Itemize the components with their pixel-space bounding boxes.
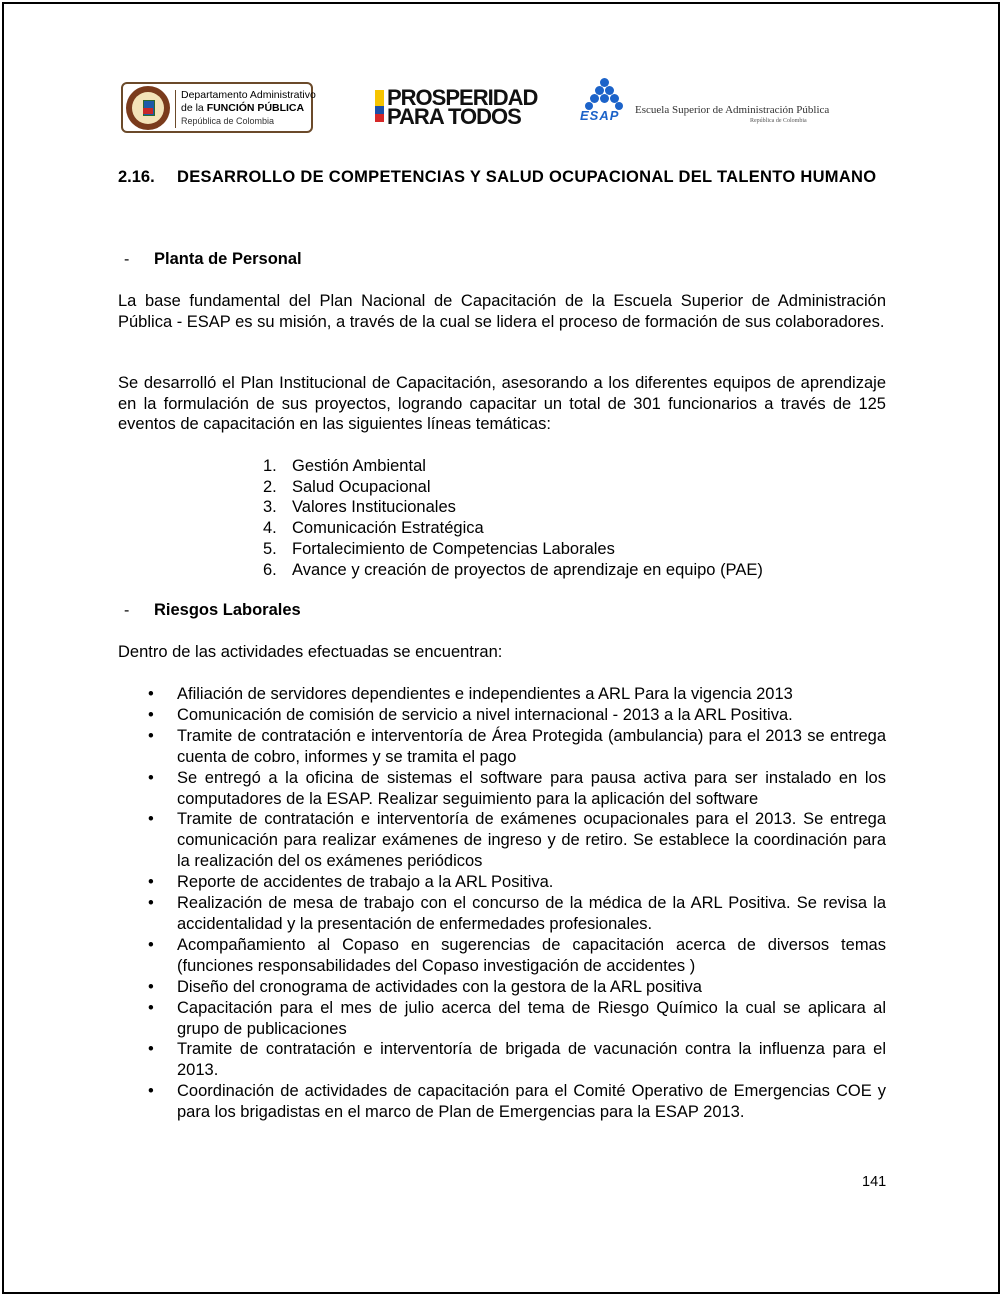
section-number: 2.16. [118,168,155,186]
list-item: • Tramite de contratación e interventoría de exámenes ocupacionales para el 2013. Se entrega comunicación para realizar exámenes de ingreso y de retiro. Se establece la coordinación para la realización del os exámenes periódicos [148,810,886,871]
list-item: • Acompañamiento al Copaso en sugerencias de capacitación acerca de diversos temas (funciones responsabilidades del Copaso investigación de accidentes ) [148,935,886,975]
planta-dash: - [124,251,130,268]
list-item: • Diseño del cronograma de actividades con la gestora de la ARL positiva [148,977,702,996]
riesgos-heading: Riesgos Laborales [154,601,301,619]
list-item: • Tramite de contratación e interventoría de brigada de vacunación contra la influenza para el 2013. [148,1040,886,1080]
list-item: 2. Salud Ocupacional [263,477,431,496]
list-item: 4. Comunicación Estratégica [263,519,484,538]
page-number: 141 [862,1174,887,1190]
prosperidad-para-todos-logo [375,85,538,129]
list-item: • Capacitación para el mes de julio acerca del tema de Riesgo Químico la cual se aplicara al grupo de publicaciones [148,998,886,1038]
list-item: 5. Fortalecimiento de Competencias Laborales [263,539,615,558]
riesgos-dash: - [124,602,130,619]
list-item: • Reporte de accidentes de trabajo a la ARL Positiva. [148,873,554,892]
thematic-lines-list [263,456,763,580]
colombia-flag-icon [375,90,384,122]
activities-list [145,684,886,1123]
funcion-publica-logo [121,82,316,133]
logo-dept-line1: Departamento Administrativo [181,89,316,101]
list-item: • Afiliación de servidores dependientes e independientes a ARL Para la vigencia 2013 [148,685,793,703]
esap-country: República de Colombia [750,118,807,124]
planta-paragraph-1: La base fundamental del Plan Nacional de Capacitación de la Escuela Superior de Administración Pública - ESAP es su misión, a través de la cual se lidera el proceso de formación de sus colaboradores. [118,292,886,331]
para-todos-text: PARA TODOS [387,104,521,129]
colombia-coat-of-arms-icon [126,86,170,130]
esap-full-name: Escuela Superior de Administración Pública [635,104,830,116]
prosperidad-text: PROSPERIDAD [387,85,538,110]
list-item: • Realización de mesa de trabajo con el concurso de la médica de la ARL Positiva. Se revisa la accidentalidad y la presentación de enfermedades profesionales. [148,894,886,933]
list-item: • Tramite de contratación e interventoría de Área Protegida (ambulancia) para el 2013 se entrega cuenta de cobro, informes y se tramita el pago [148,726,886,766]
list-item: • Coordinación de actividades de capacitación para el Comité Operativo de Emergencias COE y para los brigadistas en el marco de Plan de Emergencias para la ESAP 2013. [148,1082,886,1122]
list-item: • Comunicación de comisión de servicio a nivel internacional - 2013 a la ARL Positiva. [148,705,793,724]
list-item: 1. Gestión Ambiental [263,457,426,475]
list-item: 6. Avance y creación de proyectos de aprendizaje en equipo (PAE) [263,560,763,579]
section-title: DESARROLLO DE COMPETENCIAS Y SALUD OCUPACIONAL DEL TALENTO HUMANO [177,168,877,186]
logo-dept-line2: de la FUNCIÓN PÚBLICA [181,102,305,114]
logo-dept-line3: República de Colombia [181,116,275,126]
esap-logo [580,78,830,128]
list-item: • Se entregó a la oficina de sistemas el software para pausa activa para ser instalado en los computadores de la ESAP. Realizar seguimiento para la aplicación del software [148,768,886,808]
planta-paragraph-2: Se desarrolló el Plan Institucional de Capacitación, asesorando a los diferentes equipos de aprendizaje en la formulación de sus proyectos, logrando capacitar un total de 301 funcionarios a través de 125 eventos de capacitación en las siguientes líneas temáticas: [118,374,886,433]
esap-acronym: ESAP [580,108,620,123]
list-item: 3. Valores Institucionales [263,498,456,517]
planta-heading: Planta de Personal [154,250,302,268]
riesgos-intro: Dentro de las actividades efectuadas se encuentran: [118,643,503,661]
